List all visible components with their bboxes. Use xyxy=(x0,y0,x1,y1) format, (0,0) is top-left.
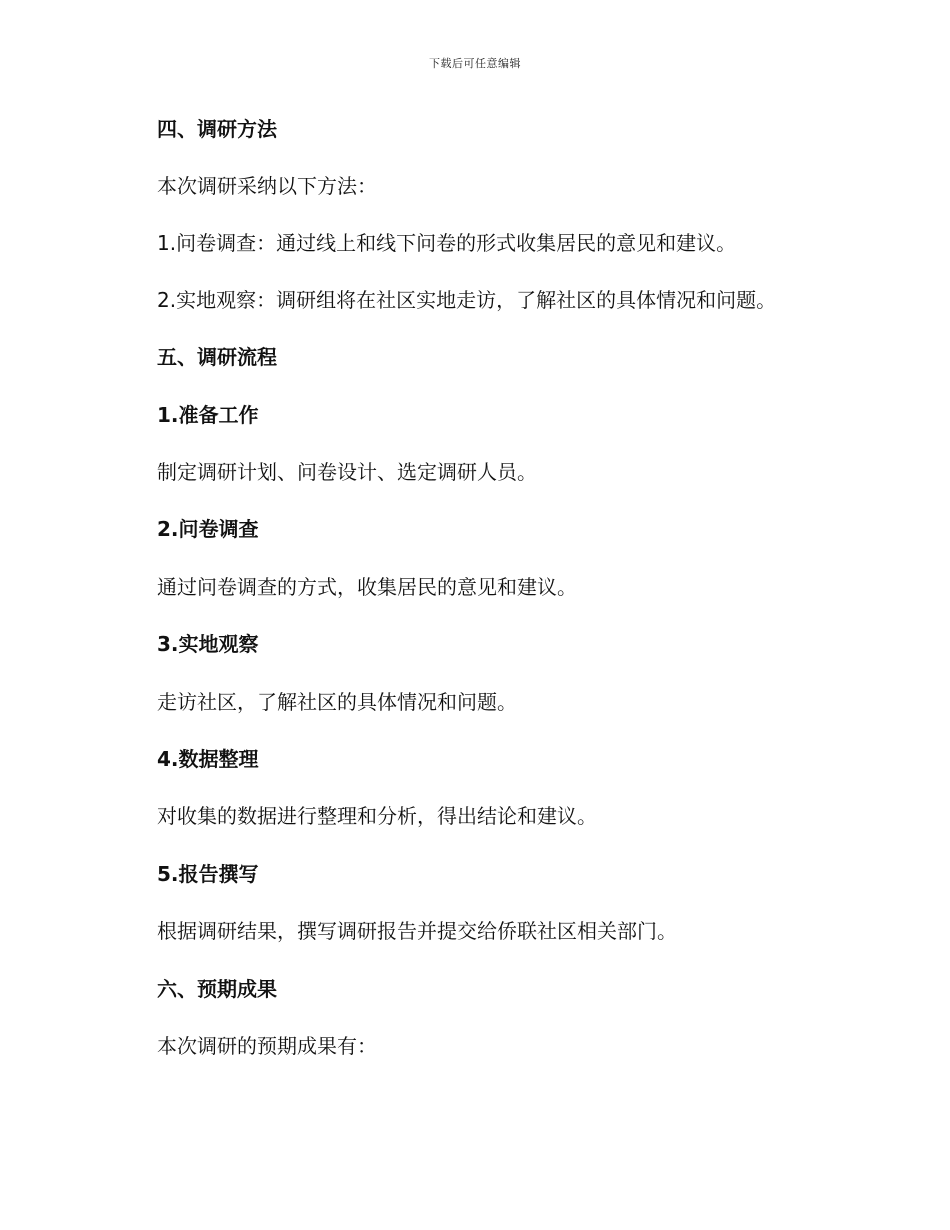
paragraph-preparation: 制定调研计划、问卷设计、选定调研人员。 xyxy=(157,460,537,484)
paragraph-observation: 走访社区，了解社区的具体情况和问题。 xyxy=(157,690,517,714)
paragraph-report: 根据调研结果，撰写调研报告并提交给侨联社区相关部门。 xyxy=(157,919,677,943)
step-heading-report: 5.报告撰写 xyxy=(157,862,259,886)
paragraph-methods-intro: 本次调研采纳以下方法： xyxy=(157,174,377,198)
paragraph-method-questionnaire: 1.问卷调查：通过线上和线下问卷的形式收集居民的意见和建议。 xyxy=(157,231,737,255)
page-header-note: 下载后可任意编辑 xyxy=(429,57,521,70)
step-heading-preparation: 1.准备工作 xyxy=(157,403,259,427)
section-heading-methods: 四、调研方法 xyxy=(157,117,277,141)
paragraph-results-intro: 本次调研的预期成果有： xyxy=(157,1034,377,1058)
step-heading-data: 4.数据整理 xyxy=(157,747,259,771)
section-heading-results: 六、预期成果 xyxy=(157,977,277,1001)
step-heading-questionnaire: 2.问卷调查 xyxy=(157,517,259,541)
paragraph-data: 对收集的数据进行整理和分析，得出结论和建议。 xyxy=(157,804,597,828)
step-heading-observation: 3.实地观察 xyxy=(157,632,259,656)
paragraph-method-field-observation: 2.实地观察：调研组将在社区实地走访，了解社区的具体情况和问题。 xyxy=(157,288,777,312)
paragraph-questionnaire: 通过问卷调查的方式，收集居民的意见和建议。 xyxy=(157,575,577,599)
section-heading-process: 五、调研流程 xyxy=(157,345,277,369)
